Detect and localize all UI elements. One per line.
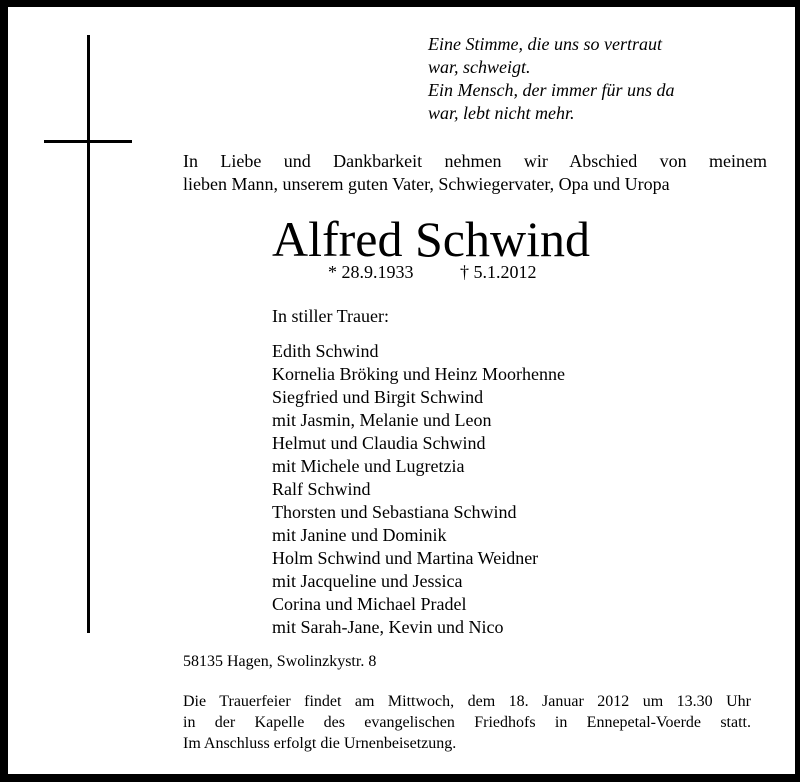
mourner-line: mit Jasmin, Melanie und Leon bbox=[272, 410, 492, 430]
cross-icon bbox=[87, 35, 90, 633]
mourner-line: mit Michele und Lugretzia bbox=[272, 456, 465, 476]
mourner-line: Siegfried und Birgit Schwind bbox=[272, 387, 484, 407]
mourners-list bbox=[272, 340, 565, 639]
obituary-notice bbox=[8, 7, 795, 774]
mourner-line: Helmut und Claudia Schwind bbox=[272, 433, 486, 453]
mourner-line: mit Janine und Dominik bbox=[272, 525, 447, 545]
mourner-line: mit Jacqueline und Jessica bbox=[272, 571, 463, 591]
ceremony-line: Die Trauerfeier findet am Mittwoch, dem 18. Januar 2012 um 13.30 Uhr bbox=[183, 693, 751, 710]
poem-line: war, schweigt. bbox=[428, 57, 531, 77]
death-date: † 5.1.2012 bbox=[460, 262, 537, 282]
deceased-name: Alfred Schwind bbox=[272, 211, 590, 267]
birth-date: * 28.9.1933 bbox=[328, 262, 414, 282]
mourner-line: mit Sarah-Jane, Kevin und Nico bbox=[272, 617, 504, 637]
ceremony-line: Im Anschluss erfolgt die Urnenbeisetzung. bbox=[183, 735, 457, 752]
intro-text bbox=[183, 150, 767, 196]
ceremony-line: in der Kapelle des evangelischen Friedhofs in Ennepetal-Voerde statt. bbox=[183, 714, 751, 731]
cross-icon-bar bbox=[44, 140, 132, 143]
mourner-line: Kornelia Bröking und Heinz Moorhenne bbox=[272, 364, 565, 384]
family-address: 58135 Hagen, Swolinzkystr. 8 bbox=[183, 653, 377, 670]
poem-line: Eine Stimme, die uns so vertraut bbox=[428, 34, 662, 54]
mourner-line: Holm Schwind und Martina Weidner bbox=[272, 548, 539, 568]
poem-line: Ein Mensch, der immer für uns da bbox=[428, 80, 675, 100]
mourning-heading: In stiller Trauer: bbox=[272, 306, 389, 326]
poem-line: war, lebt nicht mehr. bbox=[428, 103, 575, 123]
mourner-line: Edith Schwind bbox=[272, 341, 379, 361]
intro-line: In Liebe und Dankbarkeit nehmen wir Abschied von meinem bbox=[183, 151, 767, 171]
mourner-line: Ralf Schwind bbox=[272, 479, 371, 499]
poem bbox=[428, 33, 674, 125]
mourner-line: Thorsten und Sebastiana Schwind bbox=[272, 502, 517, 522]
ceremony-info bbox=[183, 691, 751, 754]
intro-line: lieben Mann, unserem guten Vater, Schwiegervater, Opa und Uropa bbox=[183, 174, 670, 194]
mourner-line: Corina und Michael Pradel bbox=[272, 594, 467, 614]
